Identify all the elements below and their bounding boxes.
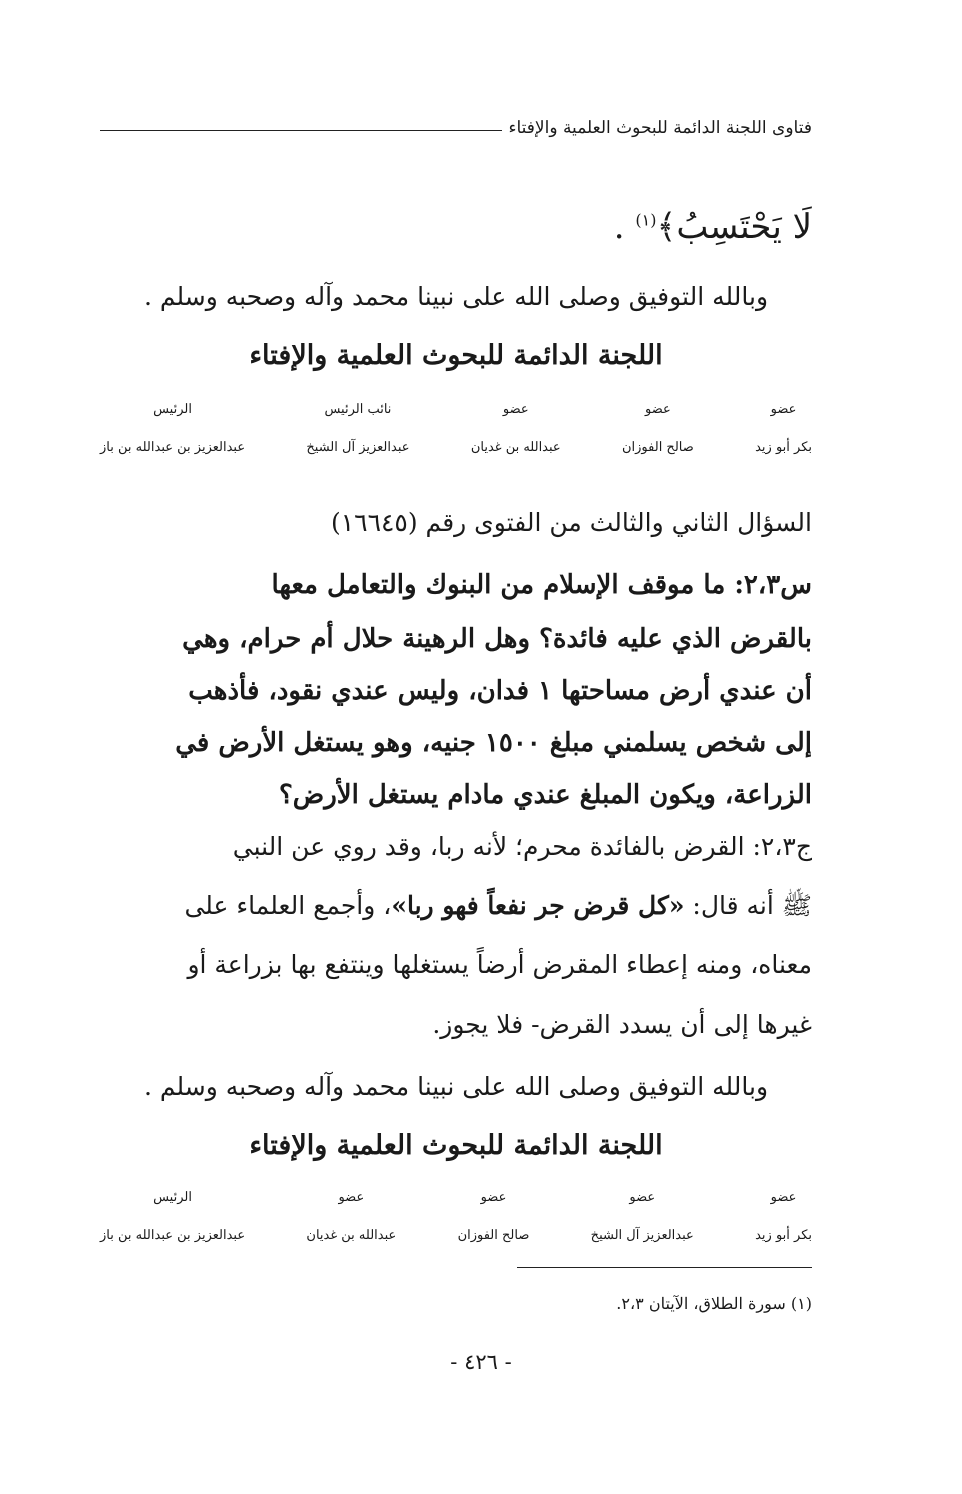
signature-name: عبدالعزيز بن عبدالله بن باز bbox=[100, 440, 246, 455]
signature-role: عضو bbox=[502, 402, 529, 417]
question-line: إلى شخص يسلمني مبلغ ١٥٠٠ جنيه، وهو يستغل الأرض في bbox=[175, 728, 812, 758]
signature-role: عضو bbox=[629, 1190, 656, 1205]
signature-role: الرئيس bbox=[153, 402, 192, 417]
question-title: السؤال الثاني والثالث من الفتوى رقم (١٦٦٤٥) bbox=[330, 508, 812, 537]
signature-role: عضو bbox=[645, 402, 671, 417]
signature-role: عضو bbox=[480, 1190, 507, 1205]
signature-name: بكر أبو زيد bbox=[755, 1228, 812, 1243]
answer-line: معناه، ومنه إعطاء المقرض أرضاً يستغلها وينتفع بها بزراعة أو bbox=[187, 950, 812, 979]
signature-1-2 bbox=[471, 402, 561, 455]
question-line: أن عندي أرض مساحتها ١ فدان، وليس عندي نقود، فأذهب bbox=[188, 676, 812, 706]
header-rule bbox=[100, 130, 502, 131]
verse-text: لَا يَحْتَسِبُ﴾ bbox=[656, 207, 812, 247]
signature-role: الرئيس bbox=[153, 1190, 192, 1205]
question-line: س٢،٣: ما موقف الإسلام من البنوك والتعامل معها bbox=[271, 570, 812, 600]
footnote: (١) سورة الطلاق، الآيتان ٢،٣. bbox=[616, 1294, 812, 1313]
signature-1-1 bbox=[622, 402, 694, 455]
signature-role: عضو bbox=[338, 1190, 365, 1205]
answer-text: ﷺ أنه قال: bbox=[684, 891, 812, 920]
signature-role: نائب الرئيس bbox=[324, 402, 392, 417]
signature-2-4 bbox=[100, 1190, 245, 1243]
page-number: - ٤٢٦ - bbox=[450, 1350, 512, 1374]
signature-name: عبدالعزيز بن عبدالله بن باز bbox=[100, 1228, 246, 1243]
committee-heading-1: اللجنة الدائمة للبحوث العلمية والإفتاء bbox=[249, 340, 663, 371]
quran-verse bbox=[100, 206, 812, 247]
signature-role: عضو bbox=[770, 402, 797, 417]
header-title: فتاوى اللجنة الدائمة للبحوث العلمية والإفتاء bbox=[508, 118, 812, 138]
signature-1-3 bbox=[306, 402, 409, 455]
signature-name: صالح الفوزان bbox=[457, 1228, 530, 1243]
hadith-quote: «كل قرض جر نفعاً فهو ربا» bbox=[391, 891, 685, 920]
signature-name: بكر أبو زيد bbox=[755, 440, 812, 455]
verse-footnote-ref: (١) bbox=[635, 210, 657, 230]
signature-block-2 bbox=[100, 1190, 812, 1243]
signature-name: عبدالعزيز آل الشيخ bbox=[590, 1228, 694, 1243]
signature-1-0 bbox=[755, 402, 812, 455]
answer-line: ج٢،٣: القرض بالفائدة محرم؛ لأنه ربا، وقد روي عن النبي bbox=[232, 832, 812, 861]
verse-end: . bbox=[613, 207, 636, 247]
closing-prayer-1: وبالله التوفيق وصلى الله على نبينا محمد وآله وصحبه وسلم . bbox=[143, 282, 769, 311]
signature-2-0 bbox=[755, 1190, 812, 1243]
answer-line: غيرها إلى أن يسدد القرض- فلا يجوز. bbox=[432, 1010, 812, 1039]
signature-name: صالح الفوزان bbox=[622, 440, 694, 455]
answer-text: ، وأجمع العلماء على bbox=[184, 891, 392, 920]
footnote-separator bbox=[517, 1267, 812, 1268]
signature-role: عضو bbox=[770, 1190, 797, 1205]
signature-2-2 bbox=[458, 1190, 530, 1243]
signature-name: عبدالله بن غديان bbox=[470, 440, 561, 455]
question-line: الزراعة، ويكون المبلغ عندي مادام يستغل الأرض؟ bbox=[278, 780, 812, 810]
signature-2-3 bbox=[306, 1190, 396, 1243]
question-line: بالقرض الذي عليه فائدة؟ وهل الرهينة حلال أم حرام، وهي bbox=[182, 624, 812, 654]
signature-block-1 bbox=[100, 402, 812, 455]
signature-1-4 bbox=[100, 402, 245, 455]
signature-name: عبدالعزيز آل الشيخ bbox=[306, 440, 410, 455]
answer-line-with-hadith bbox=[100, 890, 812, 927]
closing-prayer-2: وبالله التوفيق وصلى الله على نبينا محمد وآله وصحبه وسلم . bbox=[143, 1072, 769, 1101]
signature-name: عبدالله بن غديان bbox=[306, 1228, 397, 1243]
committee-heading-2: اللجنة الدائمة للبحوث العلمية والإفتاء bbox=[249, 1130, 663, 1161]
signature-2-1 bbox=[591, 1190, 694, 1243]
running-header bbox=[100, 118, 812, 138]
